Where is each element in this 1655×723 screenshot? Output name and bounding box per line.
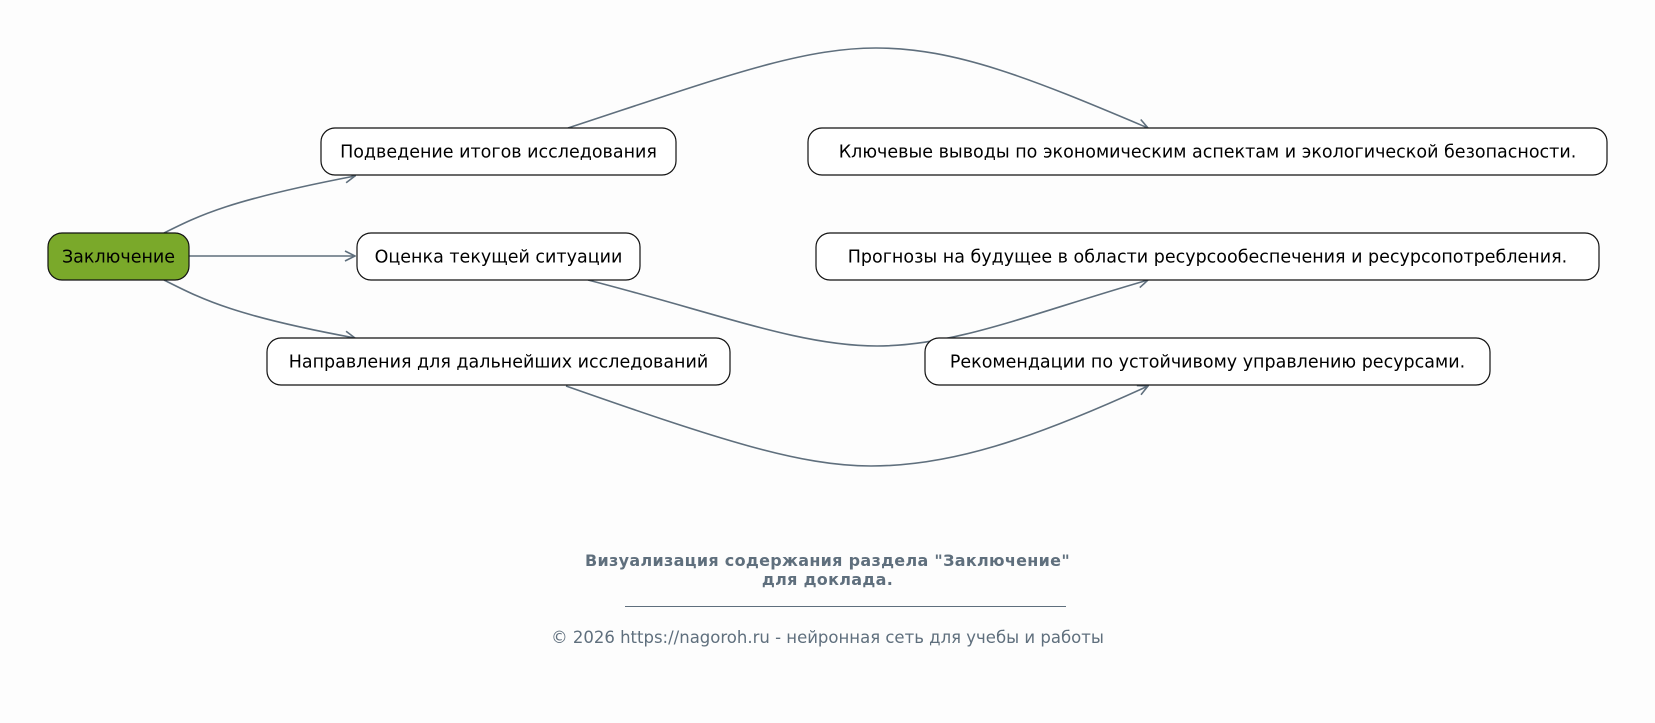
node-label: Рекомендации по устойчивому управлению ресурсами. [949, 352, 1466, 373]
footer-title-line-1: Визуализация содержания раздела "Заключение" [585, 551, 1070, 570]
node-label: Заключение [61, 247, 176, 268]
node-assessment [357, 233, 640, 280]
edge-root-to-summary [164, 176, 355, 233]
node-label: Ключевые выводы по экономическим аспектам и экологической безопасности. [838, 142, 1577, 163]
root-node [48, 233, 189, 280]
node-label: Подведение итогов исследования [340, 142, 657, 163]
edge-root-to-directions [164, 280, 355, 338]
footer-copyright: © 2026 https://nagoroh.ru - нейронная сеть для учебы и работы [551, 628, 1104, 647]
footer-title [0, 551, 1655, 589]
edge-assessment-to-forecasts [588, 280, 1148, 346]
footer-title-line-2: для доклада. [761, 570, 894, 589]
node-forecasts [816, 233, 1599, 280]
node-summary [321, 128, 676, 175]
node-label: Направления для дальнейших исследований [288, 352, 709, 373]
edge-directions-to-recommendations [566, 386, 1148, 466]
node-key-findings [808, 128, 1607, 175]
node-recommendations [925, 338, 1490, 385]
edge-summary-to-key_findings [568, 48, 1148, 128]
node-label: Прогнозы на будущее в области ресурсообеспечения и ресурсопотребления. [847, 247, 1568, 268]
node-label: Оценка текущей ситуации [374, 247, 623, 268]
node-directions [267, 338, 730, 385]
footer-divider [625, 606, 1066, 607]
